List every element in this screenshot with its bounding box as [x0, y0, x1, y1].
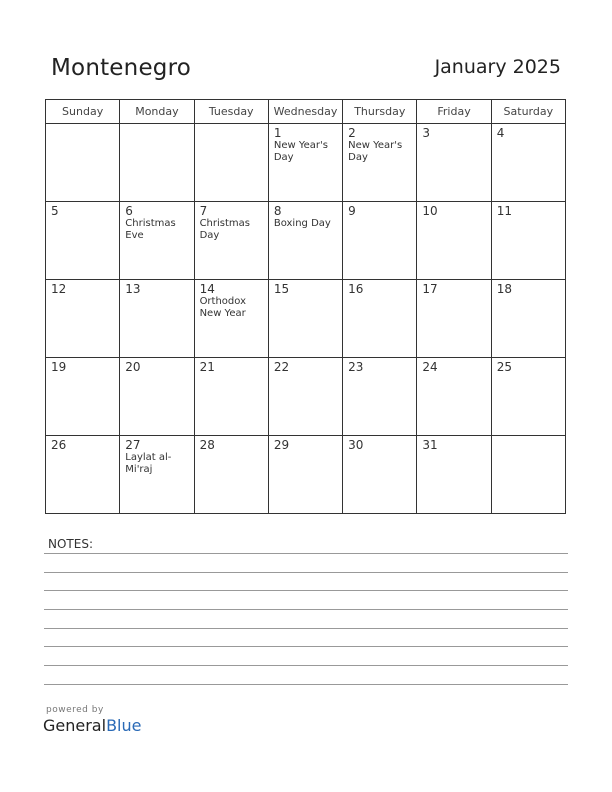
- day-number: 6: [125, 204, 133, 218]
- week-row: [46, 202, 566, 280]
- holiday-label: Christmas Day: [199, 218, 250, 241]
- weekday-tuesday: Tuesday: [194, 100, 268, 124]
- day-number: 27: [125, 438, 141, 452]
- weekday-wednesday: Wednesday: [268, 100, 342, 124]
- weekday-thursday: Thursday: [343, 100, 417, 124]
- day-number: 23: [348, 360, 364, 374]
- note-line: [44, 609, 568, 610]
- note-line: [44, 553, 568, 554]
- day-number: 13: [125, 282, 141, 296]
- day-cell: [417, 436, 491, 514]
- holiday-label: Boxing Day: [273, 218, 331, 229]
- day-cell: [46, 358, 120, 436]
- day-cell: [46, 280, 120, 358]
- week-row: [46, 358, 566, 436]
- day-cell: [268, 436, 342, 514]
- day-number: 28: [199, 438, 215, 452]
- day-cell: [46, 202, 120, 280]
- day-number: 3: [422, 126, 431, 140]
- notes-label: NOTES:: [48, 537, 93, 551]
- day-cell: [120, 280, 194, 358]
- weekday-header-row: [46, 100, 566, 124]
- note-line: [44, 684, 568, 685]
- powered-by-text: powered by: [46, 705, 104, 715]
- holiday-label: New Year's Day: [348, 140, 403, 163]
- week-row: [46, 436, 566, 514]
- day-number: 20: [125, 360, 141, 374]
- day-number: 22: [273, 360, 290, 374]
- holiday-label: Laylat al-Mi'raj: [125, 452, 172, 475]
- day-cell: [343, 124, 417, 202]
- note-line: [44, 572, 568, 573]
- day-number: 16: [348, 282, 364, 296]
- weekday-saturday: Saturday: [491, 100, 565, 124]
- day-number: 29: [273, 438, 290, 452]
- month-title: January 2025: [434, 56, 561, 78]
- day-number: 19: [51, 360, 67, 374]
- day-cell: [491, 124, 565, 202]
- day-cell: [268, 124, 342, 202]
- day-cell: [491, 436, 565, 514]
- day-cell: [268, 202, 342, 280]
- weekday-monday: Monday: [120, 100, 194, 124]
- week-row: [46, 280, 566, 358]
- day-cell: [194, 124, 268, 202]
- holiday-label: Christmas Eve: [125, 218, 176, 241]
- day-number: 4: [496, 126, 505, 140]
- day-cell: [417, 358, 491, 436]
- day-number: 24: [422, 360, 438, 374]
- day-cell: [268, 280, 342, 358]
- day-number: 26: [51, 438, 67, 452]
- country-title: Montenegro: [51, 55, 192, 81]
- day-cell: [491, 202, 565, 280]
- day-number: 30: [348, 438, 364, 452]
- day-cell: [194, 280, 268, 358]
- day-cell: [491, 358, 565, 436]
- day-number: 17: [422, 282, 438, 296]
- day-cell: [46, 124, 120, 202]
- day-cell: [343, 436, 417, 514]
- day-cell: [417, 124, 491, 202]
- day-number: 31: [422, 438, 438, 452]
- calendar-grid: [45, 99, 566, 514]
- day-number: 1: [273, 126, 282, 140]
- day-cell: [343, 358, 417, 436]
- note-line: [44, 628, 568, 629]
- holiday-label: Orthodox New Year: [199, 296, 246, 319]
- weekday-sunday: Sunday: [46, 100, 120, 124]
- day-cell: [120, 358, 194, 436]
- day-cell: [120, 436, 194, 514]
- day-number: 25: [496, 360, 512, 374]
- weekday-friday: Friday: [417, 100, 491, 124]
- day-number: 12: [51, 282, 67, 296]
- note-line: [44, 665, 568, 666]
- generalblue-logo: [43, 716, 141, 735]
- day-number: 5: [51, 204, 59, 218]
- day-cell: [491, 280, 565, 358]
- day-number: 2: [348, 126, 356, 140]
- day-cell: [194, 202, 268, 280]
- day-cell: [194, 358, 268, 436]
- day-number: 10: [422, 204, 438, 218]
- day-cell: [46, 436, 120, 514]
- day-cell: [343, 202, 417, 280]
- day-cell: [343, 280, 417, 358]
- week-row: [46, 124, 566, 202]
- day-cell: [120, 202, 194, 280]
- day-cell: [120, 124, 194, 202]
- day-number: 11: [496, 204, 512, 218]
- brand-general: General: [43, 716, 107, 735]
- note-line: [44, 646, 568, 647]
- day-cell: [417, 202, 491, 280]
- day-cell: [417, 280, 491, 358]
- day-number: 9: [348, 204, 356, 218]
- day-number: 18: [496, 282, 512, 296]
- day-number: 8: [273, 204, 282, 218]
- day-cell: [268, 358, 342, 436]
- note-line: [44, 590, 568, 591]
- brand-blue: Blue: [106, 716, 142, 735]
- day-number: 14: [199, 282, 215, 296]
- day-number: 7: [199, 204, 208, 218]
- holiday-label: New Year's Day: [273, 140, 328, 163]
- day-number: 21: [199, 360, 215, 374]
- day-cell: [194, 436, 268, 514]
- day-number: 15: [273, 282, 290, 296]
